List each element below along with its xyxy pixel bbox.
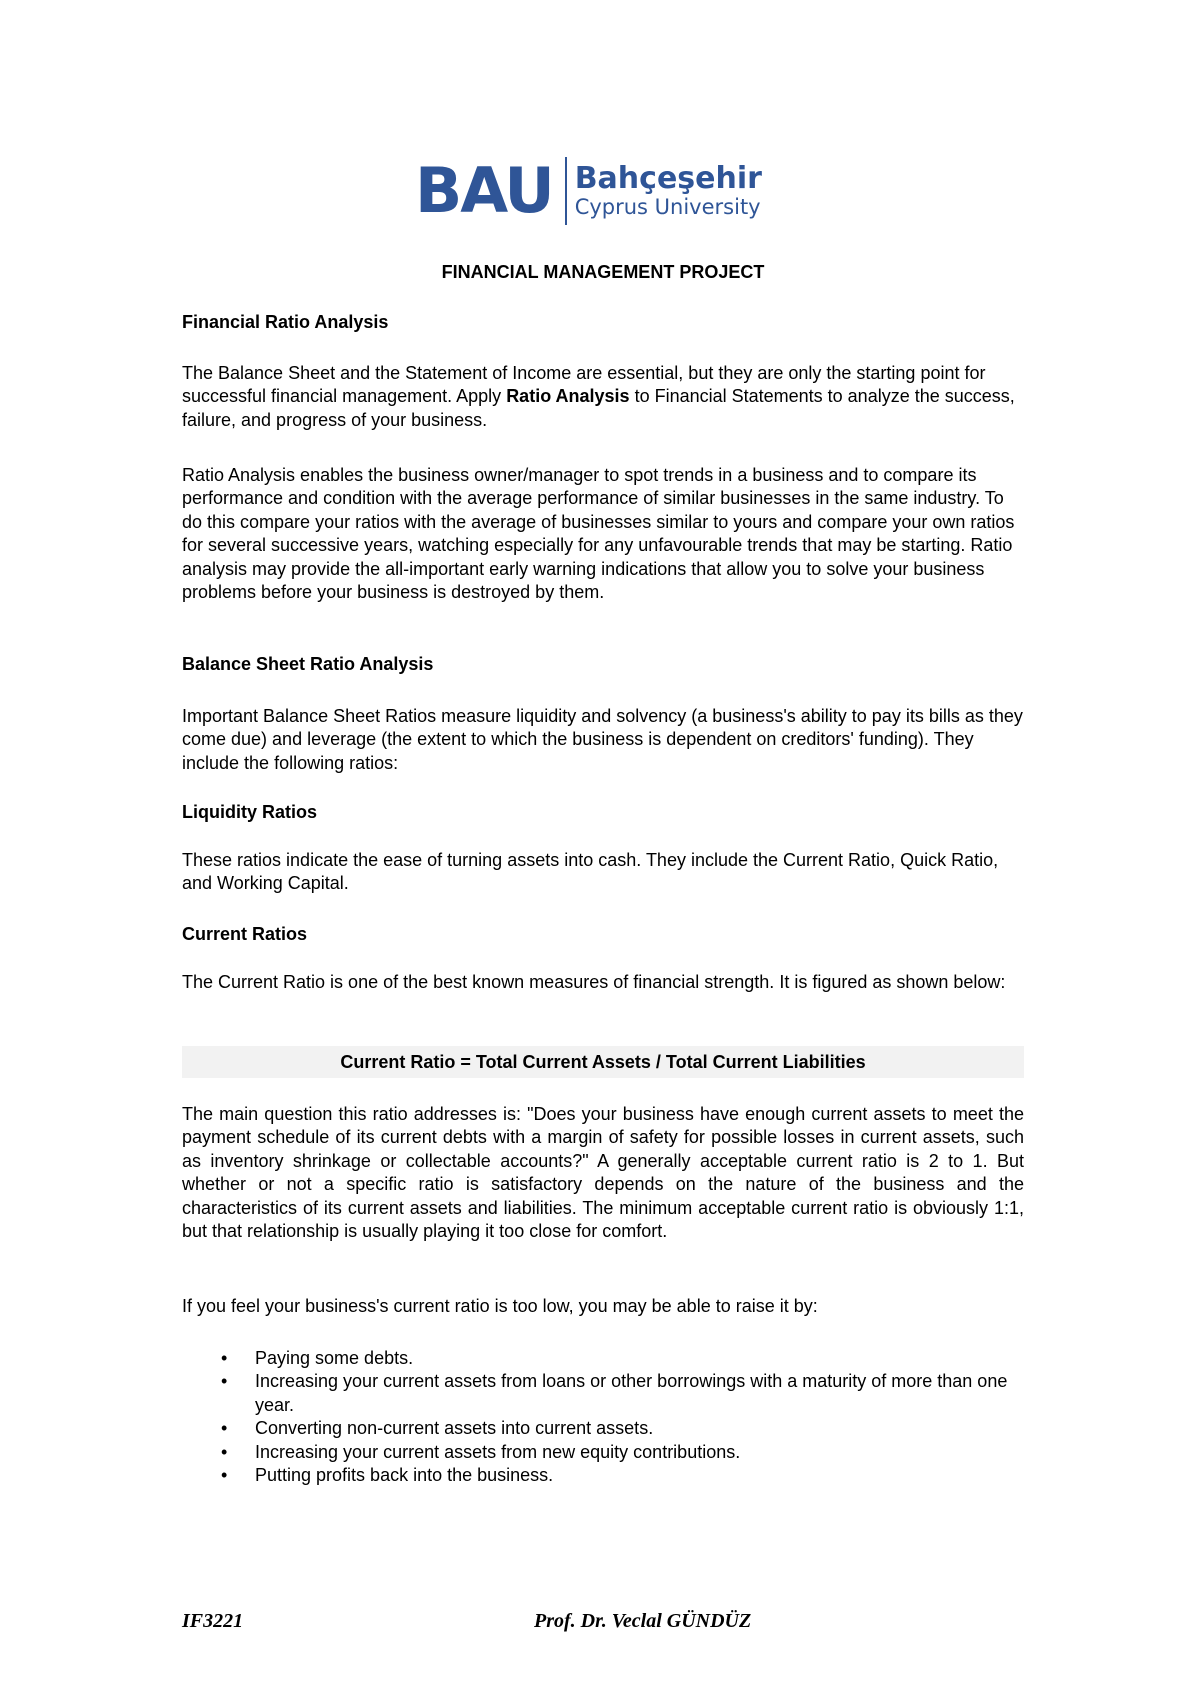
- paragraph-ratio-analysis: Ratio Analysis enables the business owner/manager to spot trends in a business and to compare its performance and condition with the average performance of similar businesses in the same industry. To do this compare your ratios with the average of businesses similar to yours and compare your own ratios for several successive years, watching especially for any unfavourable trends that may be starting. Ratio analysis may provide the all-important early warning indications that allow you to solve your business problems before your business is destroyed by them.: [182, 465, 1015, 603]
- footer-author: Prof. Dr. Veclal GÜNDÜZ: [534, 1610, 752, 1632]
- heading-liquidity-ratios: Liquidity Ratios: [182, 802, 317, 822]
- logo-wordmark: [575, 163, 762, 219]
- bullet-icon: •: [221, 1418, 228, 1439]
- bullet-icon: •: [221, 1348, 228, 1368]
- list-item: [182, 1417, 1024, 1440]
- university-logo: [415, 156, 762, 226]
- logo-divider: [565, 157, 567, 225]
- paragraph-main-question: The main question this ratio addresses is: "Does your business have enough current assets to meet the payment schedule of its current debts with a margin of safety for possible losses in current assets, such as inventory shrinkage or collectable accounts?" A generally acceptable current ratio is 2 to 1. But whether or not a specific ratio is satisfactory depends on the nature of the business and the characteristics of its current assets and liabilities. The minimum acceptable current ratio is obviously 1:1, but that relationship is usually playing it too close for comfort.: [182, 1104, 1024, 1242]
- list-item-text: Increasing your current assets from new equity contributions.: [255, 1441, 741, 1462]
- logo-mark: BAU: [415, 154, 553, 227]
- bullet-icon: •: [221, 1371, 228, 1392]
- list-item: [182, 1464, 1024, 1487]
- heading-current-ratios: Current Ratios: [182, 924, 308, 944]
- paragraph-current-ratio: The Current Ratio is one of the best known measures of financial strength. It is figured as shown below:: [182, 972, 1006, 992]
- list-item: [182, 1441, 1024, 1464]
- heading-balance-sheet-ratio-analysis: Balance Sheet Ratio Analysis: [182, 654, 434, 674]
- list-item: [182, 1370, 1024, 1417]
- intro-bold: Ratio Analysis: [506, 386, 630, 407]
- bullet-icon: •: [221, 1441, 228, 1462]
- heading-financial-ratio-analysis: Financial Ratio Analysis: [182, 312, 389, 332]
- list-item-text: Paying some debts.: [255, 1348, 414, 1368]
- paragraph-liquidity: These ratios indicate the ease of turning assets into cash. They include the Current Ratio, Quick Ratio, and Working Capital.: [182, 850, 999, 894]
- formula-current-ratio: Current Ratio = Total Current Assets / Total Current Liabilities: [182, 1046, 1024, 1078]
- raise-ratio-list: [182, 1347, 1024, 1487]
- list-item: [182, 1347, 1024, 1370]
- footer-course-code: IF3221: [182, 1610, 244, 1632]
- paragraph-raise-ratio: If you feel your business's current ratio is too low, you may be able to raise it by:: [182, 1296, 818, 1316]
- intro-text-b: to Financial Statements to analyze the success, failure, and progress of your business.: [182, 386, 1015, 430]
- list-item-text: Increasing your current assets from loans or other borrowings with a maturity of more than one year.: [255, 1371, 1008, 1415]
- logo-line2: Cyprus University: [574, 195, 761, 219]
- paragraph-intro: [182, 362, 1024, 432]
- intro-text-a: The Balance Sheet and the Statement of Income are essential, but they are only the starting point for successful financial management. Apply: [182, 363, 986, 407]
- paragraph-balance-sheet-ratios: Important Balance Sheet Ratios measure liquidity and solvency (a business's ability to pay its bills as they come due) and leverage (the extent to which the business is dependent on creditors' funding). They include the following ratios:: [182, 706, 1023, 773]
- list-item-text: Putting profits back into the business.: [255, 1465, 554, 1486]
- document-title: FINANCIAL MANAGEMENT PROJECT: [441, 262, 765, 282]
- logo-line1: Bahçeşehir: [574, 161, 762, 196]
- list-item-text: Converting non-current assets into current assets.: [255, 1418, 654, 1439]
- bullet-icon: •: [221, 1465, 228, 1486]
